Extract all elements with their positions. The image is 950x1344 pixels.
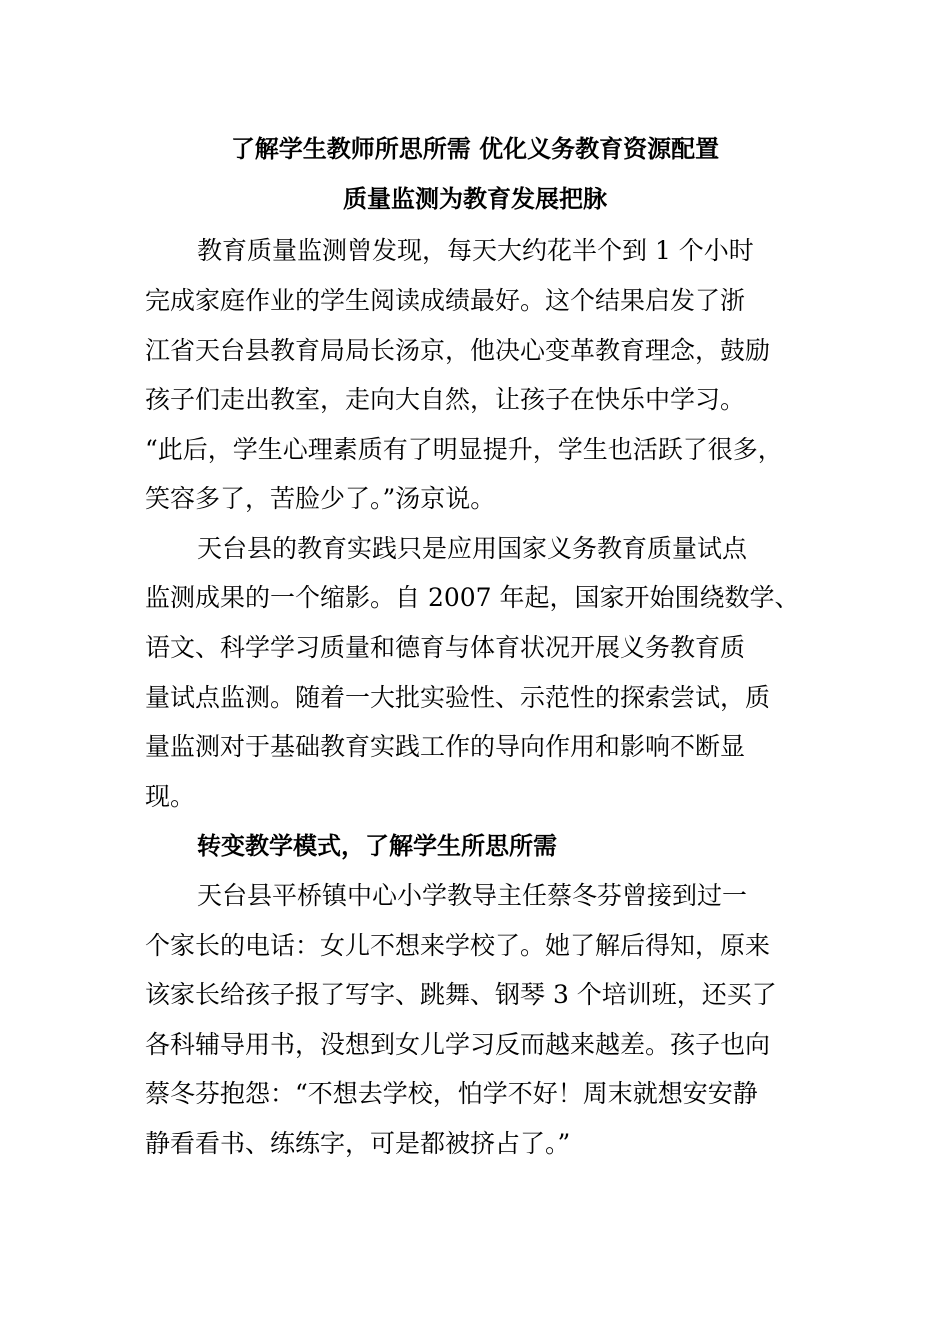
paragraph-3-line: 各科辅导用书，没想到女儿学习反而越来越差。孩子也向: [145, 1030, 771, 1059]
paragraph-1-line: 教育质量监测曾发现，每天大约花半个到 1 个小时: [197, 236, 754, 265]
paragraph-1-line: “此后，学生心理素质有了明显提升，学生也活跃了很多，: [145, 435, 783, 464]
paragraph-3-line: 静看看书、练练字，可是都被挤占了。”: [145, 1129, 571, 1158]
section-heading: 转变教学模式，了解学生所思所需: [197, 832, 557, 860]
paragraph-1-line: 江省天台县教育局局长汤京，他决心变革教育理念，鼓励: [145, 336, 771, 365]
paragraph-2-line: 量试点监测。随着一大批实验性、示范性的探索尝试，质: [145, 683, 771, 712]
paragraph-2-line: 天台县的教育实践只是应用国家义务教育质量试点: [197, 534, 748, 563]
paragraph-2-line: 监测成果的一个缩影。自 2007 年起，国家开始围绕数学、: [145, 583, 800, 612]
paragraph-1-line: 孩子们走出教室，走向大自然，让孩子在快乐中学习。: [145, 385, 746, 414]
paragraph-1-line: 完成家庭作业的学生阅读成绩最好。这个结果启发了浙: [145, 286, 746, 315]
paragraph-3-line: 蔡冬芬抱怨：“不想去学校，怕学不好！周末就想安安静: [145, 1079, 758, 1108]
paragraph-1-line: 笑容多了，苦脸少了。”汤京说。: [145, 484, 496, 513]
paragraph-3-line: 个家长的电话：女儿不想来学校了。她了解后得知，原来: [145, 931, 771, 960]
paragraph-2-line: 现。: [145, 782, 196, 811]
paragraph-3-line: 天台县平桥镇中心小学教导主任蔡冬芬曾接到过一: [197, 881, 748, 910]
paragraph-3-line: 该家长给孩子报了写字、跳舞、钢琴 3 个培训班，还买了: [145, 980, 777, 1009]
paragraph-2-line: 语文、科学学习质量和德育与体育状况开展义务教育质: [145, 633, 746, 662]
article-subtitle: 质量监测为教育发展把脉: [343, 185, 607, 213]
paragraph-2-line: 量监测对于基础教育实践工作的导向作用和影响不断显: [145, 732, 746, 761]
article-title: 了解学生教师所思所需 优化义务教育资源配置: [230, 135, 720, 163]
